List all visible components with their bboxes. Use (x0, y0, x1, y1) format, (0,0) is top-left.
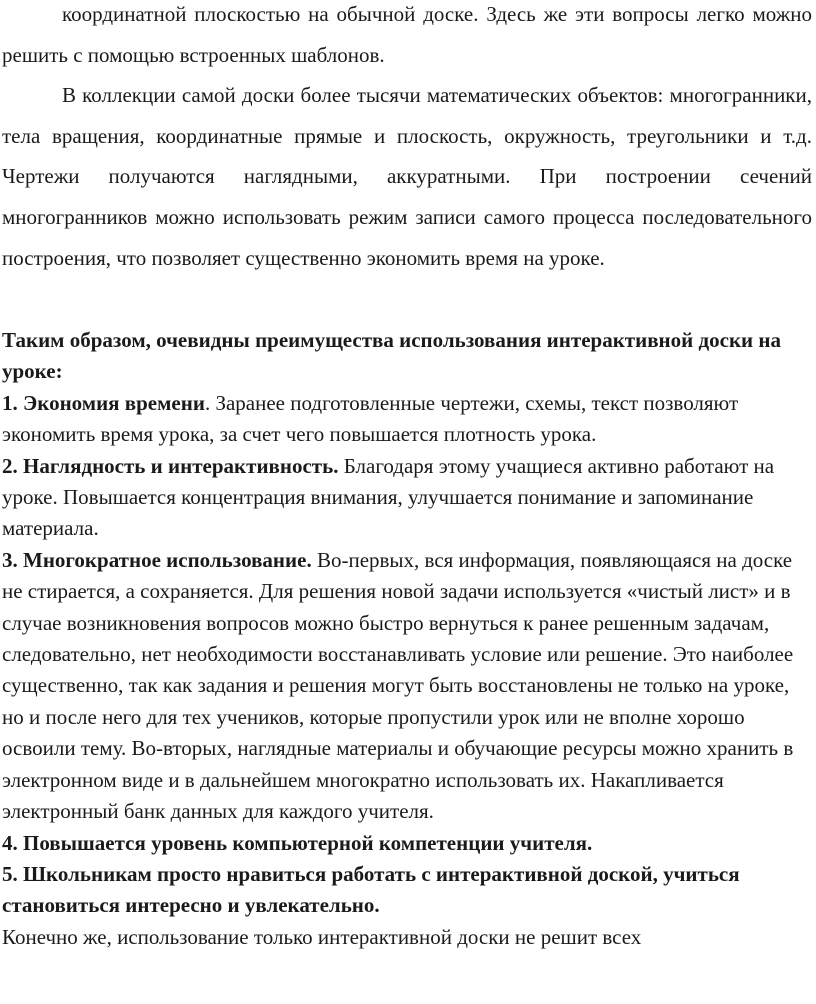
intro-paragraph-1: координатной плоскостью на обычной доске. Здесь же эти вопросы легко можно решить с помощью встроенных шаблонов. (2, 2, 812, 67)
advantage-title-5: 5. Школьникам просто нравиться работать с интерактивной доской, учиться становиться интересно и увлекательно. (2, 861, 740, 918)
advantage-item-1 (2, 388, 812, 451)
advantage-title-2: 2. Наглядность и интерактивность. (2, 453, 339, 478)
intro-section (2, 0, 812, 278)
advantage-text-2: Благодаря этому учащиеся активно работают на уроке. Повышается концентрация внимания, улучшается понимание и запоминание материала. (2, 453, 775, 541)
advantage-text-1: . Заранее подготовленные чертежи, схемы, текст позволяют экономить время урока, за счет чего повышается плотность урока. (2, 390, 739, 447)
advantage-title-4: 4. Повышается уровень компьютерной компетенции учителя. (2, 830, 593, 855)
advantage-text-3: Во-первых, вся информация, появляющаяся на доске не стирается, а сохраняется. Для решения новой задачи используется «чистый лист» и в случае возникновения вопросов можно быстро вернуться к ранее решенным задачам, следовательно, нет необходимости восстанавливать условие или решение. Это наиболее существенно, так как задания и решения могут быть восстановлены не только на уроке, но и после него для тех учеников, которые пропустили урок или не вполне хорошо освоили тему. Во-вторых, наглядные материалы и обучающие ресурсы можно хранить в электронном виде и в дальнейшем многократно использовать их. Накапливается электронный банк данных для каждого учителя. (2, 547, 794, 824)
advantage-item-3 (2, 545, 812, 828)
advantage-item-4 (2, 828, 812, 859)
advantage-item-5 (2, 859, 812, 922)
summary-heading: Таким образом, очевидны преимущества использования интерактивной доски на уроке: (2, 328, 781, 384)
closing-paragraph: Конечно же, использование только интерактивной доски не решит всех (2, 924, 642, 949)
intro-paragraph-2: В коллекции самой доски более тысячи математических объектов: многогранники, тела вращения, координатные прямые и плоскость, окружность, треугольники и т.д. Чертежи получаются наглядными, аккуратными. При построении сечений многогранников можно использовать режим записи самого процесса последовательного построения, что позволяет существенно экономить время на уроке. (2, 83, 812, 270)
summary-section (2, 325, 812, 953)
advantage-item-2 (2, 451, 812, 545)
advantage-title-1: 1. Экономия времени (2, 390, 205, 415)
advantage-title-3: 3. Многократное использование. (2, 547, 312, 572)
